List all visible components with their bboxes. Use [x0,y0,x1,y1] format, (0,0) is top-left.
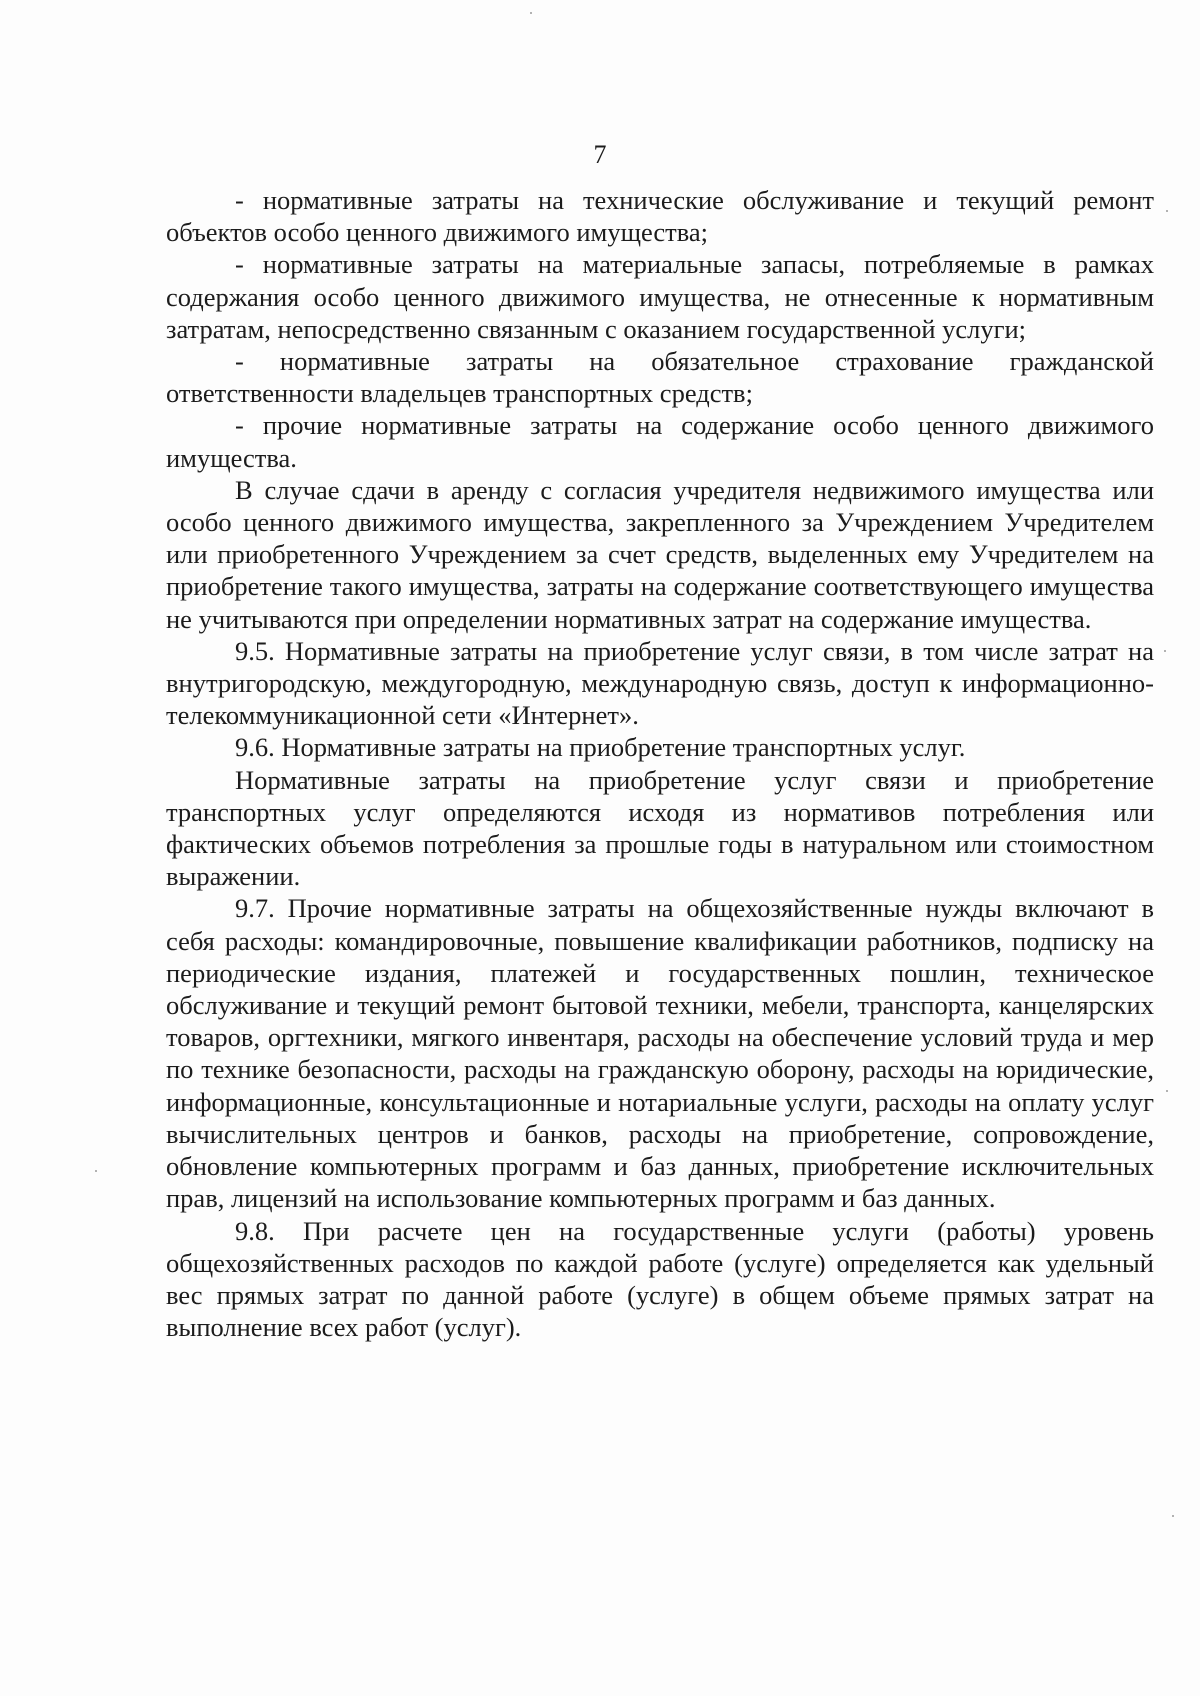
scan-speck [1166,210,1168,212]
scan-speck [95,1170,97,1172]
paragraph-9-8: 9.8. При расчете цен на государственные услуги (работы) уровень общехозяйственных расходов по каждой работе (услуге) определяется как удельный вес прямых затрат по данной работе (услуге) в общем объеме прямых затрат на выполнение всех работ (услуг). [166,1215,1154,1343]
paragraph-material-reserves: - нормативные затраты на материальные запасы, потребляемые в рамках содержания особо ценного движимого имущества, не отнесенные к нормативным затратам, непосредственно связанным с оказанием государственной услуги; [166,249,1154,344]
paragraph-maintenance-costs: - нормативные затраты на технические обслуживание и текущий ремонт объектов особо ценного движимого имущества; [166,185,1154,248]
paragraph-communication-transport: Нормативные затраты на приобретение услуг связи и приобретение транспортных услуг определяются исходя из нормативов потребления или фактических объемов потребления за прошлые годы в натуральном или стоимостном выражении. [166,764,1154,892]
document-body [166,184,1154,1343]
scan-speck [1172,1515,1174,1517]
page-number: 7 [593,140,607,169]
scan-speck [1164,650,1166,652]
paragraph-insurance: - нормативные затраты на обязательное страхование гражданской ответственности владельцев транспортных средств; [166,346,1154,409]
paragraph-9-7: 9.7. Прочие нормативные затраты на общехозяйственные нужды включают в себя расходы: командировочные, повышение квалификации работников, подписку на периодические издания, платежей и государственных пошлин, техническое обслуживание и текущий ремонт бытовой техники, мебели, транспорта, канцелярских товаров, оргтехники, мягкого инвентаря, расходы на обеспечение условий труда и мер по технике безопасности, расходы на гражданскую оборону, расходы на юридические, информационные, консультационные и нотариальные услуги, расходы на оплату услуг вычислительных центров и банков, расходы на приобретение, сопровождение, обновление компьютерных программ и баз данных, приобретение исключительных прав, лицензий на использование компьютерных программ и баз данных. [166,893,1154,1214]
paragraph-other-costs: - прочие нормативные затраты на содержание особо ценного движимого имущества. [166,410,1154,473]
scan-speck [530,12,532,14]
scan-speck [1166,1090,1168,1092]
paragraph-lease: В случае сдачи в аренду с согласия учредителя недвижимого имущества или особо ценного движимого имущества, закрепленного за Учреждением Учредителем или приобретенного Учреждением за счет средств, выделенных ему Учредителем на приобретение такого имущества, затраты на содержание соответствующего имущества не учитываются при определении нормативных затрат на содержание имущества. [166,474,1154,634]
paragraph-9-6: 9.6. Нормативные затраты на приобретение транспортных услуг. [235,732,966,763]
paragraph-9-5: 9.5. Нормативные затраты на приобретение услуг связи, в том числе затрат на внутригородскую, междугородную, международную связь, доступ к информационно-телекоммуникационной сети «Интернет». [166,635,1154,731]
